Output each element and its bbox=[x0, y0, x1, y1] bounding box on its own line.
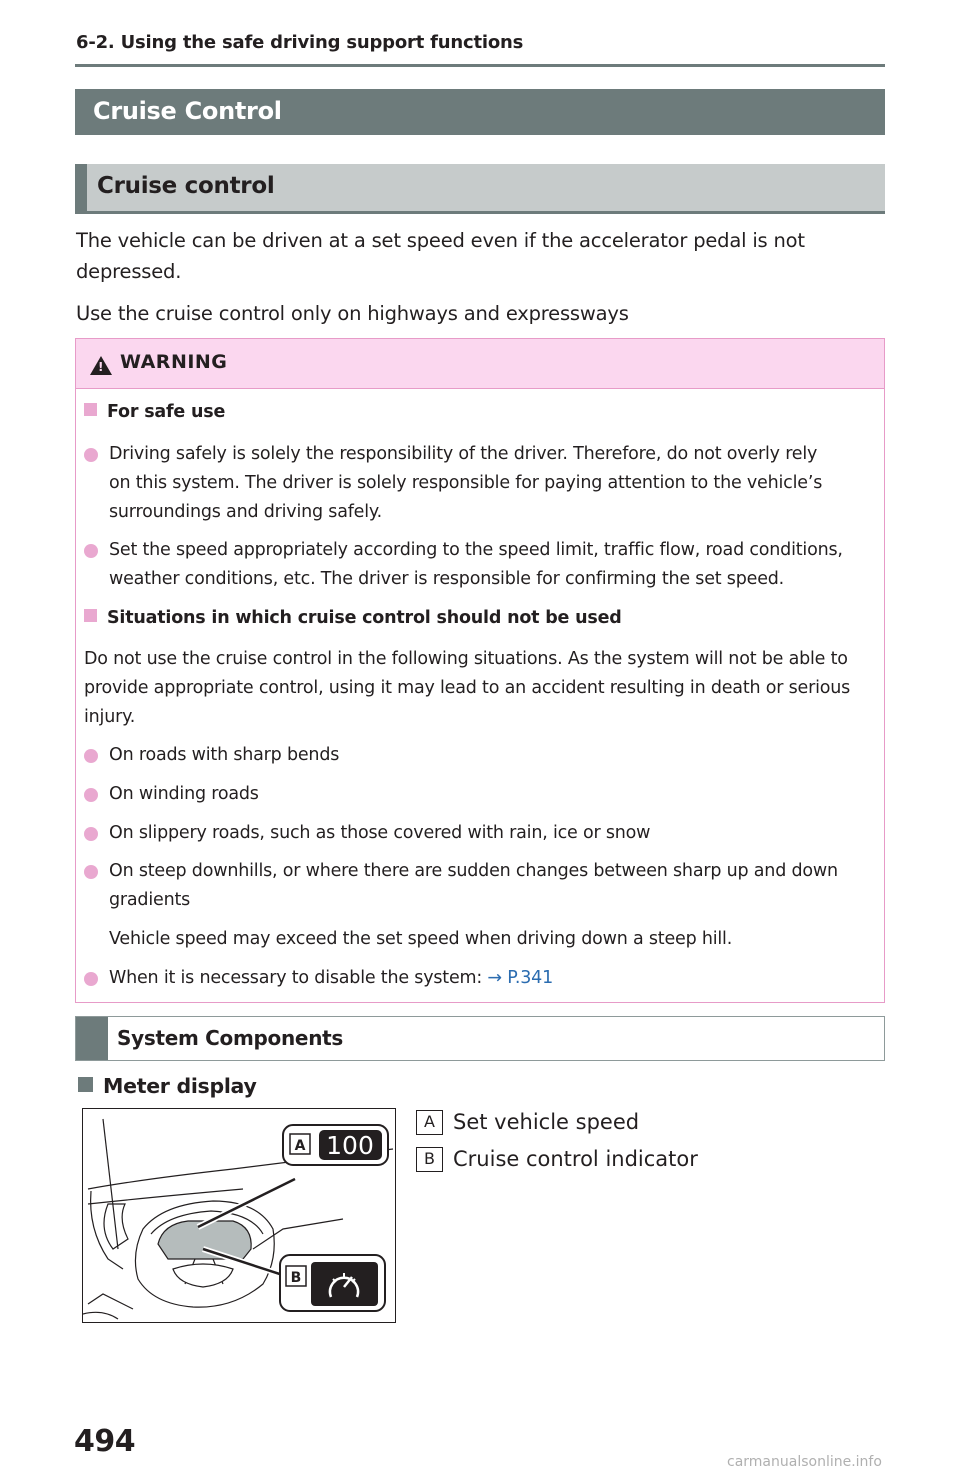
subsection-title: Cruise control bbox=[97, 173, 275, 199]
section-title-bar bbox=[75, 89, 885, 135]
round-bullet-icon bbox=[84, 788, 98, 802]
illustration-speed-value: 100 bbox=[326, 1131, 374, 1160]
warning-bullet bbox=[84, 440, 854, 527]
safe-use-heading-text: For safe use bbox=[107, 402, 226, 422]
situations-heading bbox=[84, 604, 622, 633]
warning-bullet bbox=[84, 819, 854, 848]
round-bullet-icon bbox=[84, 749, 98, 763]
page-number: 494 bbox=[74, 1424, 136, 1459]
illustration-callout-a: A bbox=[294, 1138, 306, 1154]
intro-line: depressed. bbox=[76, 260, 182, 283]
subsection-title-bar bbox=[75, 164, 885, 214]
round-bullet-icon bbox=[84, 827, 98, 841]
safe-use-heading bbox=[84, 398, 225, 427]
square-bullet-icon bbox=[84, 609, 97, 622]
illustration-callout-b: B bbox=[290, 1270, 302, 1286]
warning-bullet bbox=[84, 741, 854, 770]
running-head: 6-2. Using the safe driving support functions bbox=[76, 32, 524, 53]
subsection-accent bbox=[75, 164, 87, 211]
paragraph-line: injury. bbox=[84, 707, 136, 727]
bullet-text: On winding roads bbox=[109, 784, 259, 804]
bullet-line: Set the speed appropriately according to the speed limit, traffic flow, road conditions, bbox=[109, 540, 843, 560]
bullet-line: weather conditions, etc. The driver is responsible for confirming the set speed. bbox=[109, 569, 785, 589]
components-title-bar bbox=[75, 1016, 885, 1061]
warning-triangle-icon bbox=[90, 356, 112, 375]
legend-item-b bbox=[416, 1147, 698, 1172]
intro-highway-note: Use the cruise control only on highways and expressways bbox=[76, 302, 629, 325]
dashboard-illustration bbox=[82, 1108, 396, 1323]
round-bullet-icon bbox=[84, 865, 98, 879]
square-bullet-icon bbox=[84, 403, 97, 416]
watermark: carmanualsonline.info bbox=[727, 1454, 882, 1470]
round-bullet-icon bbox=[84, 972, 98, 986]
meter-display-heading bbox=[78, 1074, 257, 1098]
dashboard-drawing bbox=[83, 1109, 396, 1323]
steep-note-text: Vehicle speed may exceed the set speed when driving down a steep hill. bbox=[109, 929, 733, 949]
bullet-text: On roads with sharp bends bbox=[109, 745, 340, 765]
page-reference-link[interactable]: → P.341 bbox=[487, 968, 554, 988]
round-bullet-icon bbox=[84, 448, 98, 462]
header-rule bbox=[75, 64, 885, 67]
components-title: System Components bbox=[117, 1026, 343, 1050]
situations-heading-text: Situations in which cruise control should not be used bbox=[107, 608, 622, 628]
bullet-line: on this system. The driver is solely responsible for paying attention to the vehicle’s bbox=[109, 473, 823, 493]
bullet-text: On slippery roads, such as those covered with rain, ice or snow bbox=[109, 823, 651, 843]
warning-bullet bbox=[84, 780, 854, 809]
warning-bullet bbox=[84, 857, 854, 915]
legend-key-b: B bbox=[416, 1147, 443, 1172]
warning-bullet bbox=[84, 964, 854, 993]
legend-text: Set vehicle speed bbox=[453, 1110, 640, 1134]
warning-label: WARNING bbox=[120, 351, 228, 373]
bullet-line: Driving safely is solely the responsibility of the driver. Therefore, do not overly rely bbox=[109, 444, 818, 464]
intro-paragraph bbox=[76, 225, 876, 287]
situations-paragraph bbox=[84, 645, 879, 732]
square-bullet-icon bbox=[78, 1077, 93, 1092]
paragraph-line: Do not use the cruise control in the following situations. As the system will not be able to bbox=[84, 649, 848, 669]
intro-line: The vehicle can be driven at a set speed even if the accelerator pedal is not bbox=[76, 229, 805, 252]
disable-text: When it is necessary to disable the system: bbox=[109, 968, 488, 988]
round-bullet-icon bbox=[84, 544, 98, 558]
warning-bullet bbox=[84, 536, 854, 594]
warning-header bbox=[76, 339, 884, 389]
paragraph-line: provide appropriate control, using it may lead to an accident resulting in death or serious bbox=[84, 678, 851, 698]
steep-note bbox=[84, 925, 854, 954]
legend-item-a bbox=[416, 1110, 639, 1135]
bullet-line: surroundings and driving safely. bbox=[109, 502, 382, 522]
bullet-line: On steep downhills, or where there are sudden changes between sharp up and down bbox=[109, 861, 838, 881]
warning-box bbox=[75, 338, 885, 1003]
meter-display-heading-text: Meter display bbox=[103, 1074, 257, 1098]
components-accent bbox=[76, 1017, 108, 1060]
legend-key-a: A bbox=[416, 1110, 443, 1135]
section-title: Cruise Control bbox=[93, 97, 282, 125]
legend-text: Cruise control indicator bbox=[453, 1147, 698, 1171]
bullet-line: gradients bbox=[109, 890, 191, 910]
